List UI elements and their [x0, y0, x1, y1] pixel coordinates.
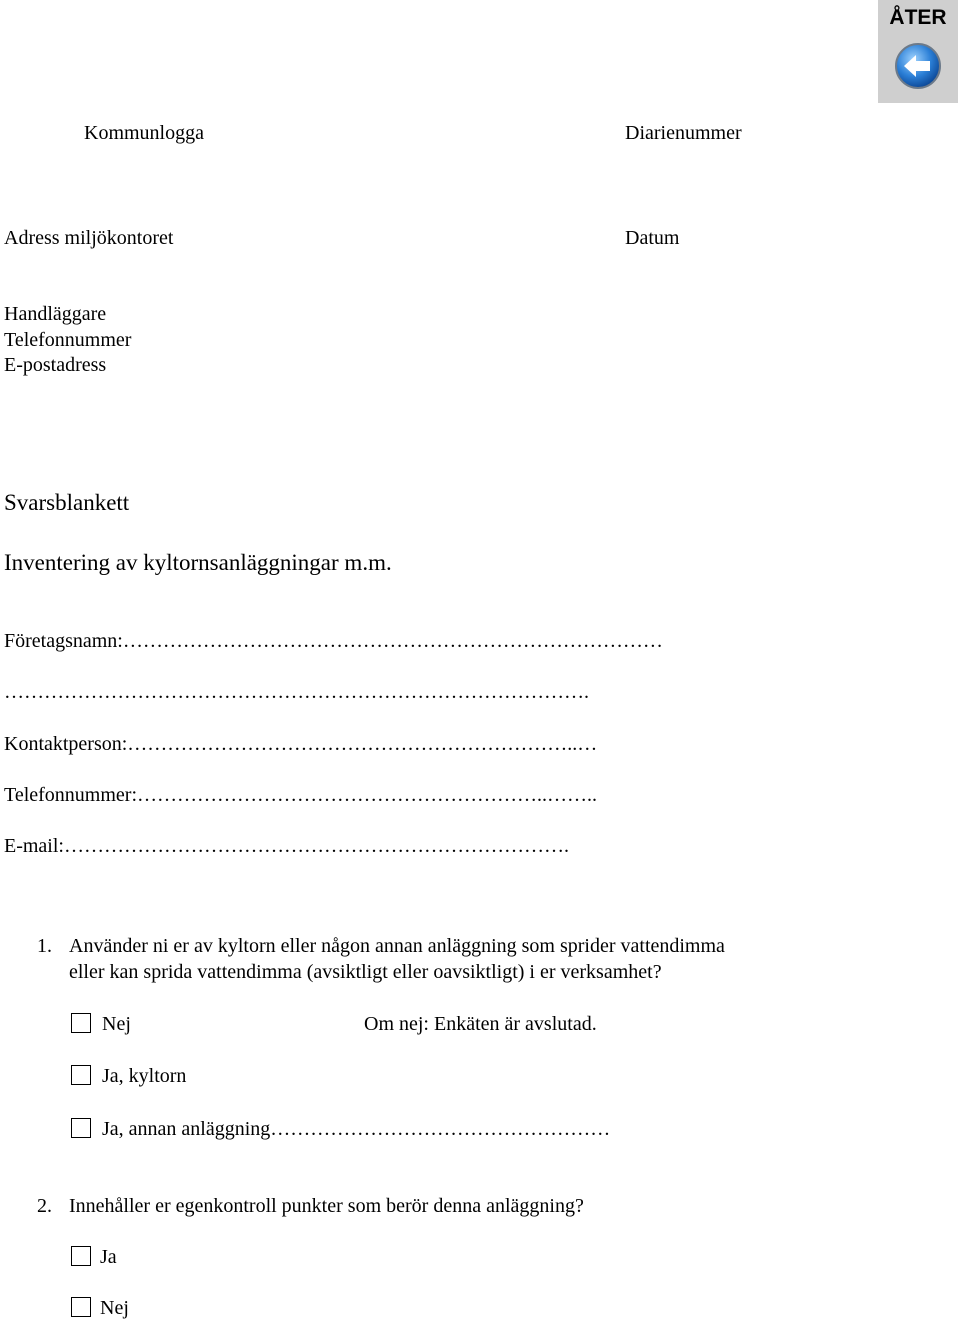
option-q1-nej: Nej: [102, 1013, 131, 1035]
checkbox-q2-ja[interactable]: [71, 1246, 91, 1266]
option-q1-ja-kyltorn: Ja, kyltorn: [102, 1065, 187, 1087]
handler-label: Handläggare: [4, 303, 107, 325]
page-title: Svarsblankett: [4, 490, 130, 515]
company-field-continuation[interactable]: …………………………………………………………………………….: [4, 681, 589, 703]
q1-note: Om nej: Enkäten är avslutad.: [364, 1013, 597, 1035]
date-label: Datum: [625, 227, 680, 249]
question-2-text: Innehåller er egenkontroll punkter som berör denna anläggning?: [69, 1195, 584, 1217]
checkbox-q1-nej[interactable]: [71, 1013, 91, 1033]
question-1-number: 1.: [37, 935, 52, 957]
back-button-label: ÅTER: [889, 6, 947, 29]
checkbox-q2-nej[interactable]: [71, 1297, 91, 1317]
phone-label: Telefonnummer: [4, 329, 132, 351]
page-subtitle: Inventering av kyltornsanläggningar m.m.: [4, 550, 392, 575]
email-label: E-postadress: [4, 354, 107, 376]
checkbox-q1-ja-kyltorn[interactable]: [71, 1065, 91, 1085]
back-button[interactable]: [878, 0, 958, 103]
email-field[interactable]: E-mail:………………………………………………………………….: [4, 835, 569, 857]
office-address: Adress miljökontoret: [4, 227, 174, 249]
question-1-text-line-2: eller kan sprida vattendimma (avsiktligt eller oavsiktligt) i er verksamhet?: [69, 961, 662, 983]
phone-field[interactable]: Telefonnummer:……………………………………………………..……..: [4, 784, 597, 806]
case-number-label: Diarienummer: [625, 122, 742, 144]
question-1-text-line-1: Använder ni er av kyltorn eller någon annan anläggning som sprider vattendimma: [69, 935, 725, 957]
contact-person-field[interactable]: Kontaktperson:…………………………………………………………..…: [4, 733, 598, 755]
logo-placeholder: Kommunlogga: [84, 122, 204, 144]
option-q2-nej: Nej: [100, 1297, 129, 1319]
checkbox-q1-ja-annan[interactable]: [71, 1118, 91, 1138]
option-q1-ja-annan: Ja, annan anläggning……………………………………………: [102, 1118, 611, 1140]
company-field[interactable]: Företagsnamn:………………………………………………………………………: [4, 630, 663, 652]
question-2-number: 2.: [37, 1195, 52, 1217]
arrow-left-icon: [894, 42, 942, 90]
option-q2-ja: Ja: [100, 1246, 117, 1268]
